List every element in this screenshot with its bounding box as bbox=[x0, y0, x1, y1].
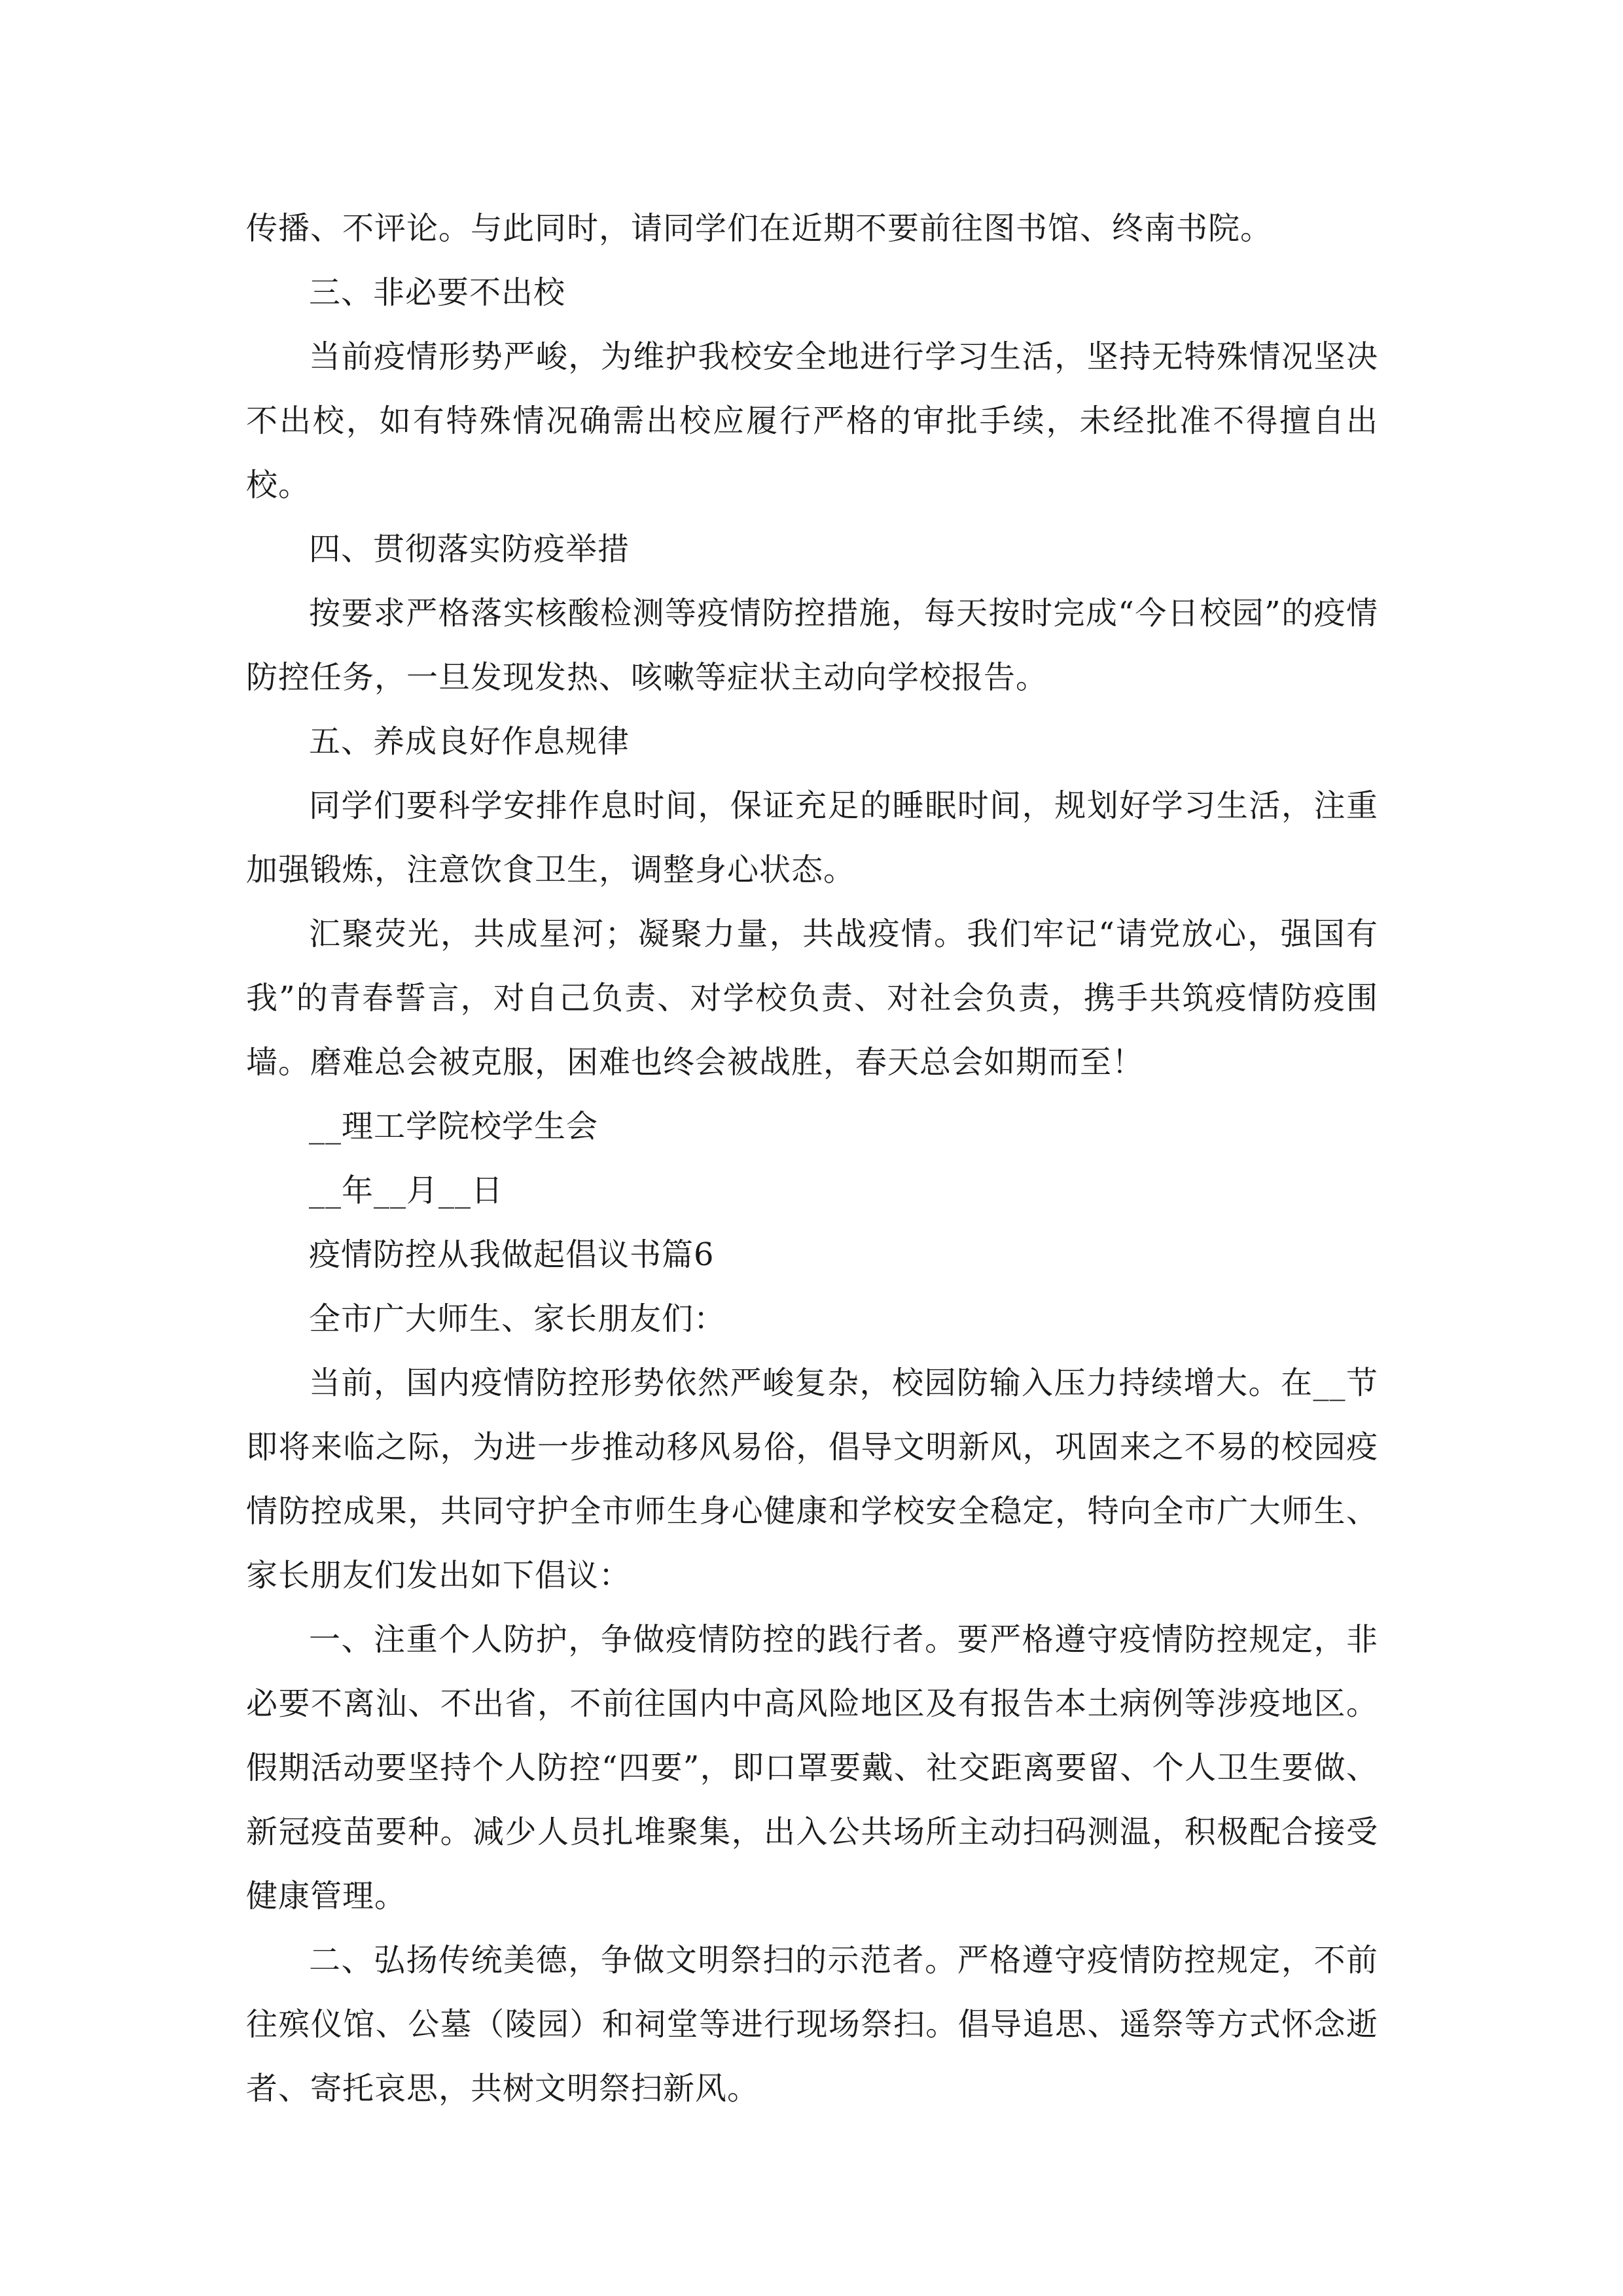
article-title: 疫情防控从我做起倡议书篇6 bbox=[309, 1236, 715, 1273]
paragraph: 汇聚荧光，共成星河；凝聚力量，共战疫情。我们牢记“请党放心，强国有我”的青春誓言，对自己负责、对学校负责、对社会负责，携手共筑疫情防疫围墙。磨难总会被克服，困难也终会被战胜，春天总会如期而至！ bbox=[246, 916, 1378, 1081]
paragraph-continuation: 传播、不评论。与此同时，请同学们在近期不要前往图书馆、终南书院。 bbox=[246, 210, 1273, 247]
section-heading-3: 三、非必要不出校 bbox=[309, 274, 566, 311]
paragraph: 一、注重个人防护，争做疫情防控的践行者。要严格遵守疫情防控规定，非必要不离汕、不出省，不前往国内中高风险地区及有报告本土病例等涉疫地区。假期活动要坚持个人防控“四要”，即口罩要戴、社交距离要留、个人卫生要做、新冠疫苗要种。减少人员扎堆聚集，出入公共场所主动扫码测温，积极配合接受健康管理。 bbox=[246, 1621, 1378, 1914]
paragraph: 当前，国内疫情防控形势依然严峻复杂，校园防输入压力持续增大。在__节即将来临之际，为进一步推动移风易俗，倡导文明新风，巩固来之不易的校园疫情防控成果，共同守护全市师生身心健康和学校安全稳定，特向全市广大师生、家长朋友们发出如下倡议： bbox=[246, 1365, 1378, 1594]
paragraph: 当前疫情形势严峻，为维护我校安全地进行学习生活，坚持无特殊情况坚决不出校，如有特殊情况确需出校应履行严格的审批手续，未经批准不得擅自出校。 bbox=[246, 338, 1378, 503]
section-heading-5: 五、养成良好作息规律 bbox=[309, 723, 630, 760]
salutation: 全市广大师生、家长朋友们： bbox=[309, 1300, 726, 1337]
paragraph: 二、弘扬传统美德，争做文明祭扫的示范者。严格遵守疫情防控规定，不前往殡仪馆、公墓（陵园）和祠堂等进行现场祭扫。倡导追思、遥祭等方式怀念逝者、寄托哀思，共树文明祭扫新风。 bbox=[246, 1942, 1378, 2107]
paragraph: 按要求严格落实核酸检测等疫情防控措施，每天按时完成“今日校园”的疫情防控任务，一旦发现发热、咳嗽等症状主动向学校报告。 bbox=[246, 595, 1378, 696]
document-body bbox=[246, 196, 1378, 2121]
signature-organization: __理工学院校学生会 bbox=[309, 1108, 599, 1145]
paragraph: 同学们要科学安排作息时间，保证充足的睡眠时间，规划好学习生活，注重加强锻炼，注意饮食卫生，调整身心状态。 bbox=[246, 787, 1378, 888]
signature-date: __年__月__日 bbox=[309, 1172, 504, 1209]
section-heading-4: 四、贯彻落实防疫举措 bbox=[309, 531, 630, 567]
